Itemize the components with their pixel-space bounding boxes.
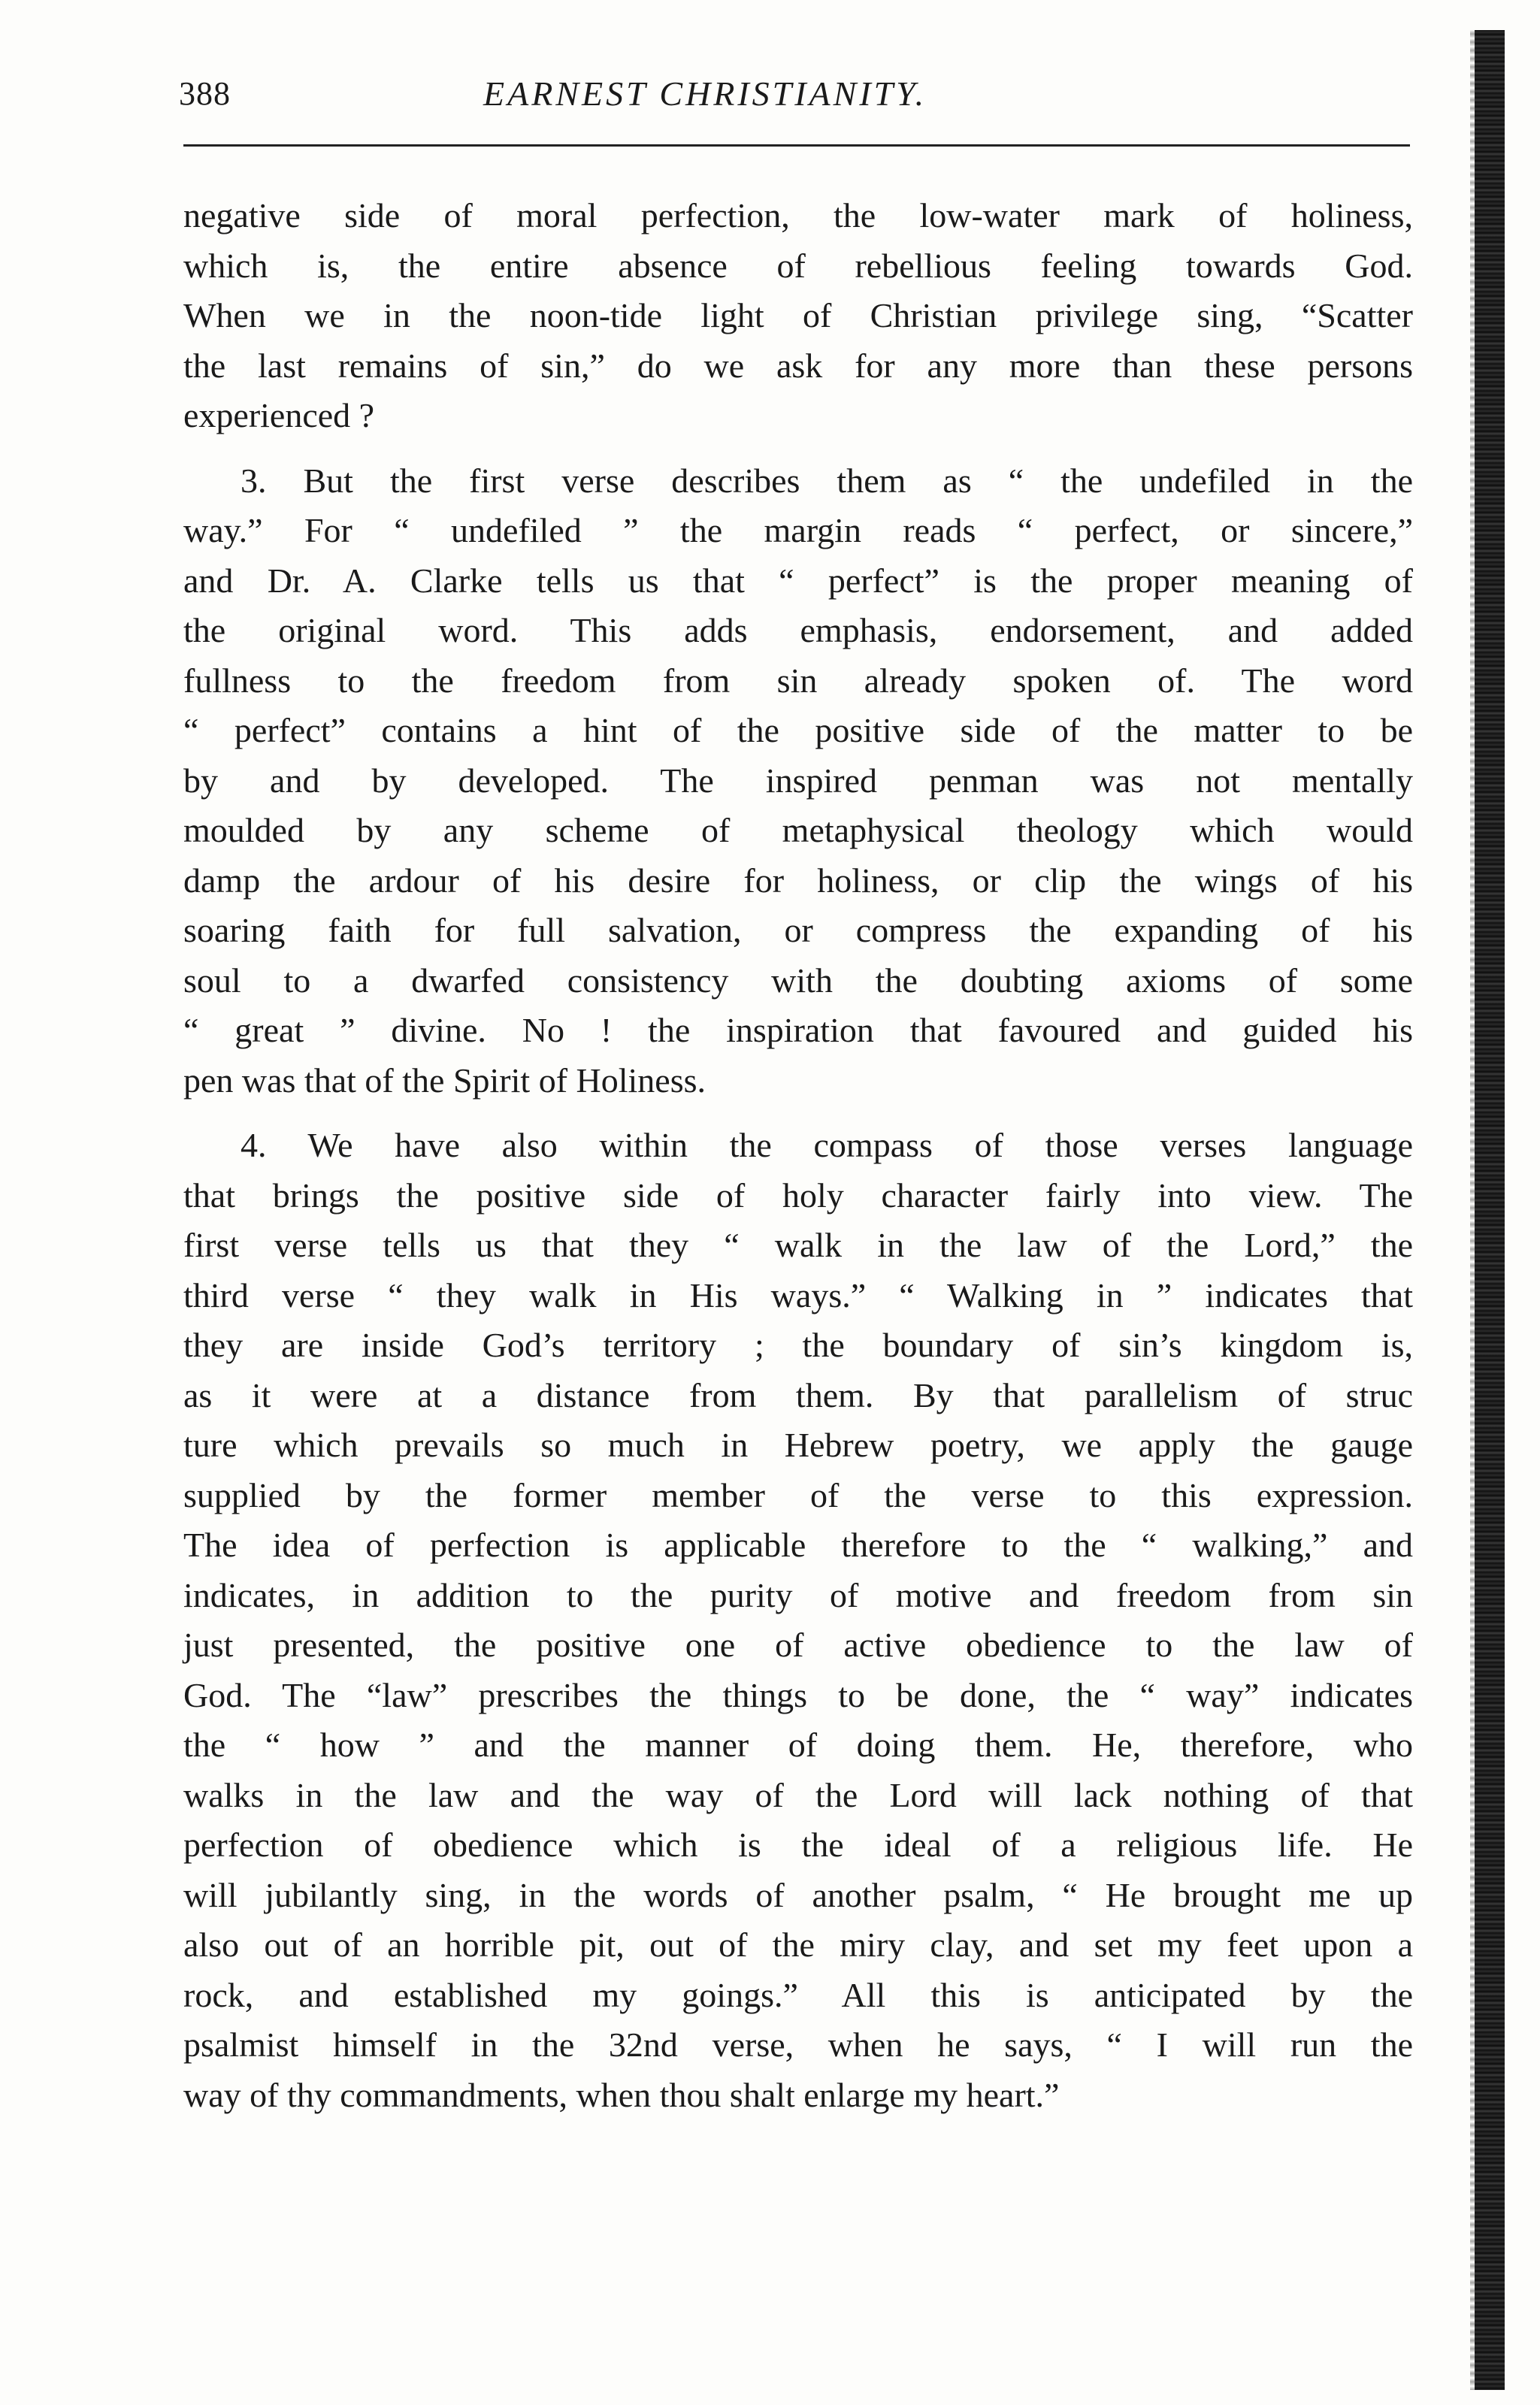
body-text — [183, 191, 1413, 2120]
text-line: moulded by any scheme of metaphysical theology which would — [183, 811, 1413, 849]
text-line: God. The “law” prescribes the things to be done, the “ way” indicates — [183, 1675, 1413, 1714]
page-number: 388 — [179, 75, 231, 112]
text-line: first verse tells us that they “ walk in the law of the Lord,” the — [183, 1226, 1413, 1264]
text-line: negative side of moral perfection, the low-water mark of holiness, — [183, 196, 1413, 234]
text-line: that brings the positive side of holy character fairly into view. The — [183, 1175, 1413, 1215]
running-title: EARNEST CHRISTIANITY. — [483, 74, 927, 113]
text-line: way of thy commandments, when thou shalt enlarge my heart.” — [183, 2075, 1060, 2114]
text-line: pen was that of the Spirit of Holiness. — [183, 1060, 706, 1100]
text-line: 4. We have also within the compass of those verses language — [241, 1126, 1413, 1164]
running-head — [179, 71, 1411, 132]
text-line: The idea of perfection is applicable therefore to the “ walking,” and — [183, 1526, 1413, 1564]
text-line: “ perfect” contains a hint of the positive side of the matter to be — [183, 711, 1413, 749]
text-line: the “ how ” and the manner of doing them. He, therefore, who — [183, 1726, 1413, 1764]
header-rule — [183, 144, 1410, 147]
text-line: When we in the noon-tide light of Christian privilege sing, “Scatter — [183, 296, 1413, 334]
text-line: damp the ardour of his desire for holiness, or clip the wings of his — [183, 861, 1413, 900]
text-line: soul to a dwarfed consistency with the doubting axioms of some — [183, 960, 1413, 1000]
text-line: will jubilantly sing, in the words of another psalm, “ He brought me up — [183, 1875, 1413, 1914]
text-line: experienced ? — [183, 396, 375, 434]
text-line: the original word. This adds emphasis, endorsement, and added — [183, 611, 1413, 649]
text-line: and Dr. A. Clarke tells us that “ perfect” is the proper meaning of — [183, 561, 1413, 600]
text-line: supplied by the former member of the verse to this expression. — [183, 1475, 1413, 1514]
text-line: rock, and established my goings.” All this is anticipated by the — [183, 1975, 1413, 2014]
text-line: walks in the law and the way of the Lord will lack nothing of that — [183, 1775, 1413, 1814]
text-line: also out of an horrible pit, out of the miry clay, and set my feet upon a — [183, 1926, 1413, 1964]
text-line: as it were at a distance from them. By that parallelism of struc — [183, 1375, 1413, 1414]
text-line: soaring faith for full salvation, or compress the expanding of his — [183, 911, 1413, 949]
text-line: they are inside God’s territory ; the boundary of sin’s kingdom is, — [183, 1326, 1413, 1364]
paragraph-3 — [183, 1121, 1413, 2120]
text-line: just presented, the positive one of active obedience to the law of — [183, 1626, 1413, 1664]
text-line: ture which prevails so much in Hebrew poetry, we apply the gauge — [183, 1426, 1413, 1464]
paragraph-1 — [183, 191, 1413, 441]
text-line: psalmist himself in the 32nd verse, when he says, “ I will run the — [183, 2025, 1413, 2064]
text-line: fullness to the freedom from sin already spoken of. The word — [183, 661, 1413, 700]
text-line: indicates, in addition to the purity of motive and freedom from sin — [183, 1575, 1413, 1614]
text-line: 3. But the first verse describes them as “ the undefiled in the — [241, 461, 1413, 500]
text-line: by and by developed. The inspired penman was not mentally — [183, 761, 1413, 800]
text-line: way.” For “ undefiled ” the margin reads “ perfect, or sincere,” — [183, 511, 1413, 549]
paragraph-2 — [183, 456, 1413, 1106]
text-line: “ great ” divine. No ! the inspiration that favoured and guided his — [183, 1011, 1413, 1049]
text-line: which is, the entire absence of rebellious feeling towards God. — [183, 246, 1413, 285]
text-line: the last remains of sin,” do we ask for any more than these persons — [183, 346, 1413, 385]
binding-edge — [1475, 30, 1505, 2390]
text-line: perfection of obedience which is the ideal of a religious life. He — [183, 1826, 1413, 1864]
text-line: third verse “ they walk in His ways.” “ Walking in ” indicates that — [183, 1275, 1413, 1314]
